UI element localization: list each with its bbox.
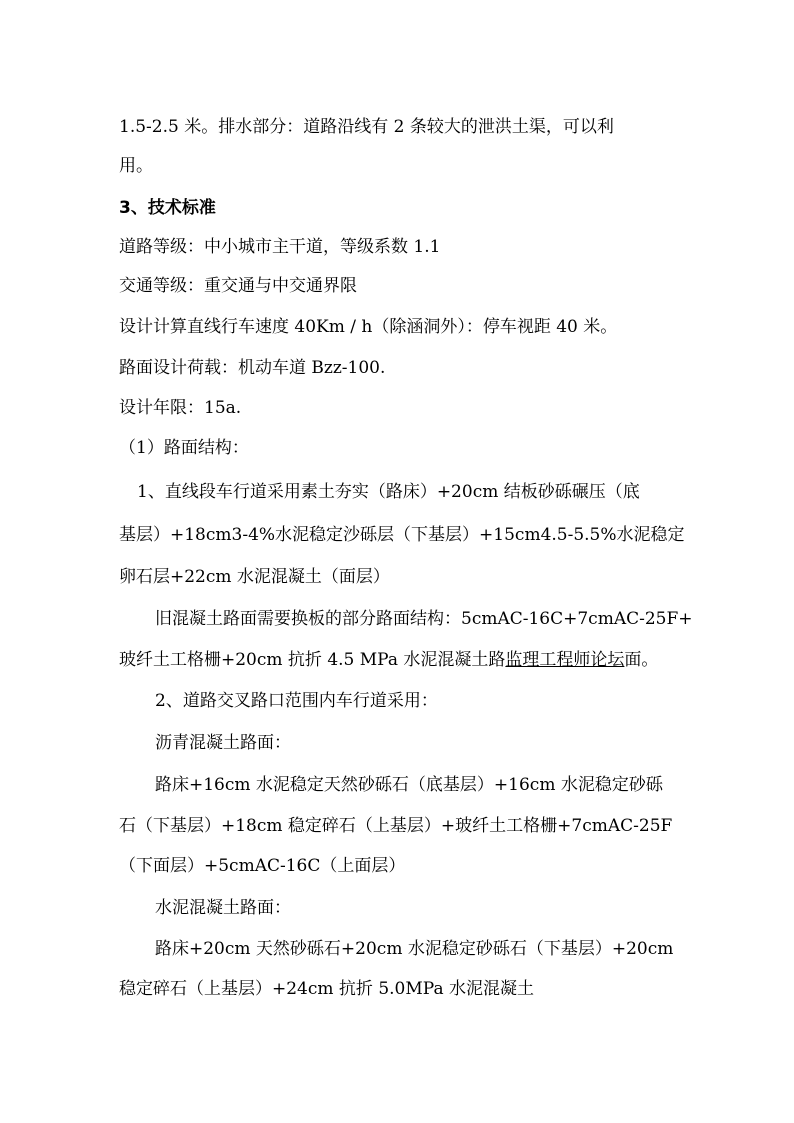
text-line: 路床+16cm 水泥稳定天然砂砾石（底基层）+16cm 水泥稳定砂砾: [155, 775, 663, 795]
text-line-with-link: [119, 649, 658, 671]
text-line: 用。: [119, 156, 153, 176]
forum-link[interactable]: 监理工程师论坛: [505, 650, 625, 670]
text-line: 1.5-2.5 米。排水部分：道路沿线有 2 条较大的泄洪土渠，可以利: [119, 117, 614, 137]
text-line: 2、道路交叉路口范围内车行道采用：: [155, 691, 438, 711]
text-line: 路面设计荷载：机动车道 Bzz-100.: [119, 358, 386, 378]
text-line: 路床+20cm 天然砂砾石+20cm 水泥稳定砂砾石（下基层）+20cm: [155, 939, 674, 959]
text-segment: 玻纤土工格栅+20cm 抗折 4.5 MPa 水泥混凝土路: [119, 650, 506, 670]
text-line: 基层）+18cm3-4%水泥稳定沙砾层（下基层）+15cm4.5-5.5%水泥稳定: [119, 525, 685, 545]
text-line: 旧混凝土路面需要换板的部分路面结构：5cmAC-16C+7cmAC-25F+: [155, 609, 693, 629]
text-line: 水泥混凝土路面：: [155, 898, 291, 918]
text-line: 石（下基层）+18cm 稳定碎石（上基层）+玻纤土工格栅+7cmAC-25F: [119, 816, 673, 836]
section-heading: 3、技术标准: [119, 198, 216, 218]
text-line: 设计年限：15a.: [119, 398, 242, 418]
text-line: 道路等级：中小城市主干道，等级系数 1.1: [119, 237, 441, 257]
subsection-heading: （1）路面结构：: [119, 438, 249, 458]
text-line: 交通等级：重交通与中交通界限: [119, 276, 357, 296]
text-line: 稳定碎石（上基层）+24cm 抗折 5.0MPa 水泥混凝土: [119, 979, 534, 999]
text-line: 沥青混凝土路面：: [155, 733, 291, 753]
text-line: 1、直线段车行道采用素土夯实（路床）+20cm 结板砂砾碾压（底: [137, 482, 640, 502]
text-line: 设计计算直线行车速度 40Km / h（除涵洞外）：停车视距 40 米。: [119, 317, 618, 337]
text-segment: 面。: [624, 650, 659, 670]
text-line: （下面层）+5cmAC-16C（上面层）: [119, 856, 406, 876]
text-line: 卵石层+22cm 水泥混凝土（面层）: [119, 567, 390, 587]
